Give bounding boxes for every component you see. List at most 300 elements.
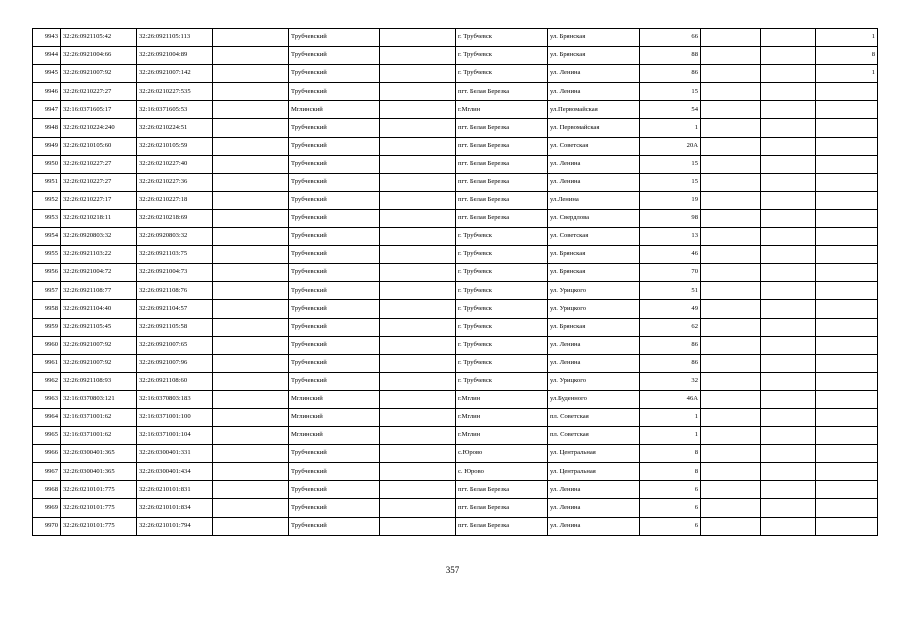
street-cell: ул. Брянская [548,47,640,65]
cadastral-number-cell: 32:26:0921103:22 [61,246,137,264]
district-cell: Трубчевский [289,137,380,155]
empty-cell [213,65,289,83]
house-number-cell: 70 [640,264,701,282]
street-cell: пл. Советская [548,427,640,445]
locality-cell: с.Юрово [456,445,548,463]
value-cell [816,427,878,445]
empty-cell [761,336,816,354]
empty-cell [213,264,289,282]
district-cell: Трубчевский [289,29,380,47]
table-row [33,499,878,517]
house-number-cell: 1 [640,119,701,137]
house-number-cell: 86 [640,336,701,354]
row-number: 9962 [33,372,61,390]
locality-cell: г. Трубчевск [456,282,548,300]
street-cell: ул. Брянская [548,246,640,264]
table-row [33,83,878,101]
object-cadastral-number-cell: 32:26:0210227:36 [137,173,213,191]
street-cell: ул.Буденного [548,390,640,408]
empty-cell [761,137,816,155]
value-cell [816,517,878,535]
empty-cell [761,372,816,390]
value-cell [816,155,878,173]
empty-cell [380,228,456,246]
empty-cell [701,390,761,408]
locality-cell: г.Мглин [456,408,548,426]
empty-cell [213,83,289,101]
district-cell: Трубчевский [289,83,380,101]
table-row [33,408,878,426]
district-cell: Трубчевский [289,517,380,535]
street-cell: ул. Брянская [548,318,640,336]
house-number-cell: 1 [640,427,701,445]
street-cell: ул. Центральная [548,445,640,463]
district-cell: Трубчевский [289,481,380,499]
district-cell: Трубчевский [289,372,380,390]
empty-cell [701,47,761,65]
object-cadastral-number-cell: 32:16:0371001:100 [137,408,213,426]
object-cadastral-number-cell: 32:26:0920803:32 [137,228,213,246]
street-cell: ул. Брянская [548,29,640,47]
house-number-cell: 54 [640,101,701,119]
row-number: 9951 [33,173,61,191]
row-number: 9950 [33,155,61,173]
empty-cell [213,463,289,481]
empty-cell [213,499,289,517]
locality-cell: пгт. Белая Березка [456,155,548,173]
empty-cell [380,101,456,119]
empty-cell [761,318,816,336]
empty-cell [213,372,289,390]
locality-cell: г.Мглин [456,427,548,445]
house-number-cell: 15 [640,173,701,191]
locality-cell: г. Трубчевск [456,300,548,318]
empty-cell [213,173,289,191]
table-row [33,173,878,191]
empty-cell [213,336,289,354]
empty-cell [761,29,816,47]
row-number: 9952 [33,191,61,209]
empty-cell [701,354,761,372]
locality-cell: г. Трубчевск [456,354,548,372]
house-number-cell: 51 [640,282,701,300]
empty-cell [701,101,761,119]
cadastral-number-cell: 32:26:0210227:17 [61,191,137,209]
cadastral-number-cell: 32:26:0210227:27 [61,83,137,101]
empty-cell [761,499,816,517]
empty-cell [761,65,816,83]
object-cadastral-number-cell: 32:26:0300401:331 [137,445,213,463]
cadastral-number-cell: 32:26:0921004:72 [61,264,137,282]
street-cell: пл. Советская [548,408,640,426]
empty-cell [701,499,761,517]
object-cadastral-number-cell: 32:26:0210101:831 [137,481,213,499]
empty-cell [761,173,816,191]
cadastral-number-cell: 32:26:0921108:93 [61,372,137,390]
empty-cell [213,246,289,264]
district-cell: Трубчевский [289,191,380,209]
row-number: 9946 [33,83,61,101]
cadastral-number-cell: 32:16:0371605:17 [61,101,137,119]
street-cell: ул. Свердлова [548,209,640,227]
row-number: 9965 [33,427,61,445]
table-row [33,228,878,246]
table-row [33,246,878,264]
house-number-cell: 86 [640,65,701,83]
empty-cell [701,65,761,83]
empty-cell [701,264,761,282]
street-cell: ул. Урицкого [548,282,640,300]
empty-cell [380,318,456,336]
locality-cell: г. Трубчевск [456,318,548,336]
value-cell [816,264,878,282]
street-cell: ул. Ленина [548,155,640,173]
table-row [33,101,878,119]
house-number-cell: 6 [640,481,701,499]
table-row [33,29,878,47]
empty-cell [380,155,456,173]
street-cell: ул. Советская [548,137,640,155]
empty-cell [761,101,816,119]
value-cell [816,390,878,408]
empty-cell [380,336,456,354]
house-number-cell: 66 [640,29,701,47]
row-number: 9968 [33,481,61,499]
empty-cell [380,408,456,426]
empty-cell [213,318,289,336]
empty-cell [380,137,456,155]
empty-cell [701,209,761,227]
table-row [33,300,878,318]
value-cell [816,119,878,137]
cadastral-number-cell: 32:16:0371001:62 [61,427,137,445]
empty-cell [213,155,289,173]
table-row [33,427,878,445]
cadastral-number-cell: 32:26:0921105:42 [61,29,137,47]
district-cell: Трубчевский [289,173,380,191]
house-number-cell: 98 [640,209,701,227]
empty-cell [380,191,456,209]
empty-cell [761,47,816,65]
empty-cell [380,390,456,408]
cadastral-number-cell: 32:26:0210227:27 [61,173,137,191]
table-row [33,65,878,83]
object-cadastral-number-cell: 32:26:0210227:18 [137,191,213,209]
empty-cell [213,228,289,246]
locality-cell: г.Мглин [456,101,548,119]
row-number: 9944 [33,47,61,65]
empty-cell [701,191,761,209]
table-row [33,264,878,282]
row-number: 9967 [33,463,61,481]
house-number-cell: 49 [640,300,701,318]
object-cadastral-number-cell: 32:16:0371605:53 [137,101,213,119]
house-number-cell: 15 [640,83,701,101]
district-cell: Трубчевский [289,354,380,372]
street-cell: ул. Ленина [548,354,640,372]
locality-cell: пгт. Белая Березка [456,191,548,209]
empty-cell [701,119,761,137]
locality-cell: пгт. Белая Березка [456,517,548,535]
district-cell: Мглинский [289,427,380,445]
cadastral-number-cell: 32:16:0370803:121 [61,390,137,408]
table-row [33,481,878,499]
object-cadastral-number-cell: 32:26:0921004:89 [137,47,213,65]
locality-cell: пгт. Белая Березка [456,499,548,517]
object-cadastral-number-cell: 32:26:0921007:65 [137,336,213,354]
district-cell: Трубчевский [289,228,380,246]
district-cell: Трубчевский [289,445,380,463]
table-row [33,155,878,173]
cadastral-number-cell: 32:26:0210224:240 [61,119,137,137]
house-number-cell: 6 [640,499,701,517]
row-number: 9970 [33,517,61,535]
empty-cell [213,408,289,426]
empty-cell [761,445,816,463]
empty-cell [380,119,456,137]
district-cell: Трубчевский [289,282,380,300]
empty-cell [701,372,761,390]
value-cell [816,408,878,426]
value-cell [816,300,878,318]
value-cell [816,228,878,246]
empty-cell [213,119,289,137]
table-row [33,390,878,408]
cadastral-number-cell: 32:26:0921004:66 [61,47,137,65]
locality-cell: пгт. Белая Березка [456,83,548,101]
locality-cell: пгт. Белая Березка [456,119,548,137]
page-number: 357 [445,565,460,575]
district-cell: Трубчевский [289,264,380,282]
district-cell: Мглинский [289,101,380,119]
locality-cell: г. Трубчевск [456,372,548,390]
street-cell: ул. Ленина [548,336,640,354]
house-number-cell: 86 [640,354,701,372]
cadastral-number-cell: 32:26:0210101:775 [61,481,137,499]
district-cell: Мглинский [289,390,380,408]
empty-cell [213,29,289,47]
house-number-cell: 32 [640,372,701,390]
value-cell [816,445,878,463]
value-cell [816,101,878,119]
table-row [33,372,878,390]
empty-cell [761,264,816,282]
row-number: 9947 [33,101,61,119]
table-row [33,191,878,209]
empty-cell [761,427,816,445]
value-cell [816,209,878,227]
empty-cell [380,173,456,191]
district-cell: Трубчевский [289,318,380,336]
district-cell: Трубчевский [289,336,380,354]
object-cadastral-number-cell: 32:26:0921104:57 [137,300,213,318]
value-cell [816,246,878,264]
house-number-cell: 6 [640,517,701,535]
row-number: 9959 [33,318,61,336]
street-cell: ул. Первомайская [548,119,640,137]
empty-cell [213,427,289,445]
empty-cell [761,481,816,499]
empty-cell [213,101,289,119]
row-number: 9948 [33,119,61,137]
row-number: 9958 [33,300,61,318]
table-body [33,29,878,536]
empty-cell [380,445,456,463]
cadastral-number-cell: 32:16:0371001:62 [61,408,137,426]
object-cadastral-number-cell: 32:16:0370803:183 [137,390,213,408]
object-cadastral-number-cell: 32:26:0921105:58 [137,318,213,336]
empty-cell [701,408,761,426]
table-row [33,445,878,463]
empty-cell [701,29,761,47]
district-cell: Трубчевский [289,119,380,137]
table-row [33,318,878,336]
empty-cell [380,29,456,47]
district-cell: Трубчевский [289,209,380,227]
object-cadastral-number-cell: 32:16:0371001:104 [137,427,213,445]
table-row [33,336,878,354]
cadastral-number-cell: 32:26:0920803:32 [61,228,137,246]
object-cadastral-number-cell: 32:26:0300401:434 [137,463,213,481]
locality-cell: г. Трубчевск [456,65,548,83]
locality-cell: пгт. Белая Березка [456,137,548,155]
street-cell: ул. Центральная [548,463,640,481]
empty-cell [380,481,456,499]
value-cell [816,282,878,300]
table-row [33,209,878,227]
empty-cell [761,408,816,426]
empty-cell [761,228,816,246]
row-number: 9956 [33,264,61,282]
object-cadastral-number-cell: 32:26:0210218:69 [137,209,213,227]
cadastral-number-cell: 32:26:0210227:27 [61,155,137,173]
district-cell: Трубчевский [289,463,380,481]
empty-cell [761,463,816,481]
value-cell [816,481,878,499]
empty-cell [213,481,289,499]
house-number-cell: 88 [640,47,701,65]
table-row [33,517,878,535]
row-number: 9957 [33,282,61,300]
cadastral-number-cell: 32:26:0921007:92 [61,65,137,83]
value-cell [816,83,878,101]
cadastral-number-cell: 32:26:0210105:60 [61,137,137,155]
object-cadastral-number-cell: 32:26:0921108:60 [137,372,213,390]
house-number-cell: 13 [640,228,701,246]
row-number: 9949 [33,137,61,155]
empty-cell [701,481,761,499]
object-cadastral-number-cell: 32:26:0210227:535 [137,83,213,101]
district-cell: Трубчевский [289,246,380,264]
empty-cell [761,282,816,300]
object-cadastral-number-cell: 32:26:0210101:794 [137,517,213,535]
empty-cell [701,155,761,173]
empty-cell [380,427,456,445]
locality-cell: пгт. Белая Березка [456,173,548,191]
empty-cell [380,83,456,101]
value-cell [816,318,878,336]
empty-cell [380,372,456,390]
empty-cell [213,354,289,372]
object-cadastral-number-cell: 32:26:0921007:96 [137,354,213,372]
empty-cell [213,517,289,535]
empty-cell [213,137,289,155]
house-number-cell: 46 [640,246,701,264]
table-row [33,137,878,155]
empty-cell [761,390,816,408]
object-cadastral-number-cell: 32:26:0921108:76 [137,282,213,300]
empty-cell [701,336,761,354]
row-number: 9964 [33,408,61,426]
cadastral-number-cell: 32:26:0300401:365 [61,463,137,481]
value-cell: 8 [816,47,878,65]
empty-cell [380,47,456,65]
street-cell: ул. Урицкого [548,300,640,318]
district-cell: Мглинский [289,408,380,426]
empty-cell [701,137,761,155]
district-cell: Трубчевский [289,300,380,318]
locality-cell: г. Трубчевск [456,336,548,354]
empty-cell [761,83,816,101]
value-cell: 1 [816,29,878,47]
value-cell [816,499,878,517]
empty-cell [761,246,816,264]
empty-cell [380,246,456,264]
street-cell: ул. Ленина [548,173,640,191]
empty-cell [701,318,761,336]
empty-cell [380,300,456,318]
locality-cell: г. Трубчевск [456,228,548,246]
value-cell: 1 [816,65,878,83]
locality-cell: г. Трубчевск [456,264,548,282]
empty-cell [213,390,289,408]
street-cell: ул. Ленина [548,481,640,499]
empty-cell [701,463,761,481]
empty-cell [761,191,816,209]
cadastral-number-cell: 32:26:0210218:11 [61,209,137,227]
empty-cell [761,300,816,318]
street-cell: ул. Ленина [548,83,640,101]
empty-cell [380,282,456,300]
table-row [33,119,878,137]
street-cell: ул. Урицкого [548,372,640,390]
street-cell: ул. Ленина [548,65,640,83]
locality-cell: г. Трубчевск [456,29,548,47]
empty-cell [701,445,761,463]
object-cadastral-number-cell: 32:26:0921103:75 [137,246,213,264]
empty-cell [701,83,761,101]
empty-cell [701,517,761,535]
empty-cell [380,499,456,517]
house-number-cell: 1 [640,408,701,426]
cadastral-number-cell: 32:26:0300401:365 [61,445,137,463]
row-number: 9963 [33,390,61,408]
row-number: 9969 [33,499,61,517]
empty-cell [761,155,816,173]
street-cell: ул. Советская [548,228,640,246]
empty-cell [701,282,761,300]
empty-cell [761,517,816,535]
value-cell [816,191,878,209]
house-number-cell: 46А [640,390,701,408]
value-cell [816,137,878,155]
street-cell: ул. Ленина [548,517,640,535]
district-cell: Трубчевский [289,65,380,83]
row-number: 9955 [33,246,61,264]
empty-cell [701,427,761,445]
house-number-cell: 19 [640,191,701,209]
empty-cell [761,119,816,137]
